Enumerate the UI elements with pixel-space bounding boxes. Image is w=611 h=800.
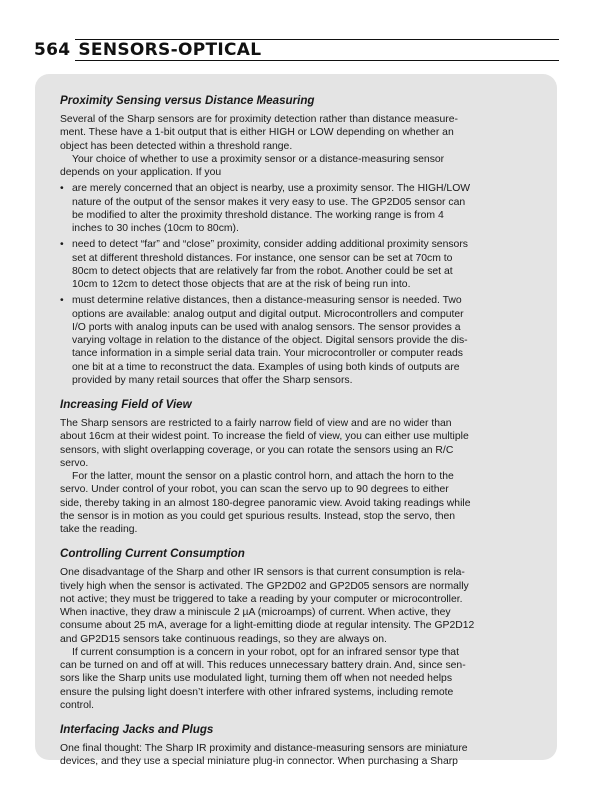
bullet-item xyxy=(60,182,555,235)
paragraph xyxy=(60,566,555,646)
bullet-item xyxy=(60,294,555,387)
section-heading: Proximity Sensing versus Distance Measuring xyxy=(60,94,315,107)
text-line: side, thereby taking in an almost 180-degree panoramic view. Avoid taking readings while xyxy=(60,497,471,509)
text-line: consume about 25 mA, average for a light-emitting diode at regular intensity. The GP2D12 xyxy=(60,620,475,632)
text-line: and GP2D15 sensors take continuous readings, so they are always on. xyxy=(60,633,387,645)
section-heading: Controlling Current Consumption xyxy=(60,547,245,561)
section-heading: Increasing Field of View xyxy=(60,398,192,411)
text-line: devices, and they use a special miniature plug-in connector. When purchasing a Sharp xyxy=(60,756,458,768)
text-line: object has been detected within a threshold range. xyxy=(60,140,293,152)
text-line: take the reading. xyxy=(60,524,138,535)
paragraph xyxy=(60,470,555,536)
text-line: are merely concerned that an object is nearby, use a proximity sensor. The HIGH/LOW xyxy=(72,183,471,195)
text-line: For the latter, mount the sensor on a plastic control horn, and attach the horn to the xyxy=(72,471,454,482)
text-line: inches to 30 inches (10cm to 80cm). xyxy=(72,223,239,234)
text-line: tively high when the sensor is activated. The GP2D02 and GP2D05 sensors are normally xyxy=(60,580,469,592)
text-line: I/O ports with analog inputs can be used with analog sensors. The sensor provides a xyxy=(72,321,461,333)
paragraph xyxy=(60,113,555,153)
text-line: servo. xyxy=(60,457,89,469)
section xyxy=(60,94,555,387)
text-line: 10cm to 12cm to detect those objects that are at the risk of being run into. xyxy=(72,279,411,290)
text-line: be modified to alter the proximity threshold distance. The working range is from 4 xyxy=(72,209,444,221)
page-number: 564 xyxy=(34,40,71,60)
text-line: provided by many retail sources that offer the Sharp sensors. xyxy=(72,374,353,386)
bullet-icon: • xyxy=(60,295,64,307)
text-line: tance information in a simple serial data train. Your microcontroller or computer reads xyxy=(72,348,463,360)
header-rule-bottom xyxy=(75,60,559,61)
text-line: one bit at a time to reconstruct the data. Examples of using both kinds of outputs are xyxy=(72,361,460,373)
chapter-title: SENSORS-OPTICAL xyxy=(78,40,262,60)
text-line: options are available: analog output and digital output. Microcontrollers and computer xyxy=(72,308,464,320)
text-line: If current consumption is a concern in your robot, opt for an infrared sensor type that xyxy=(72,646,459,658)
text-line: Your choice of whether to use a proximity sensor or a distance-measuring sensor xyxy=(72,153,445,165)
section xyxy=(60,723,555,769)
text-line: ensure the pulsing light doesn’t interfere with other infrared systems, including remote xyxy=(60,686,454,698)
text-line: must determine relative distances, then a distance-measuring sensor is needed. Two xyxy=(72,295,462,307)
bullet-icon: • xyxy=(60,239,64,251)
text-line: nature of the output of the sensor makes it very easy to use. The GP2D05 sensor can xyxy=(72,196,466,208)
paragraph xyxy=(60,742,555,769)
text-line: The Sharp sensors are restricted to a fairly narrow field of view and are no wider than xyxy=(60,418,452,429)
text-line: ment. These have a 1-bit output that is either HIGH or LOW depending on whether an xyxy=(60,127,454,139)
paragraph xyxy=(60,417,555,470)
section xyxy=(60,398,555,536)
text-line: One disadvantage of the Sharp and other IR sensors is that current consumption is rela- xyxy=(60,567,465,579)
text-line: varying voltage in relation to the distance of the object. Digital sensors provide the dis- xyxy=(72,335,468,346)
text-line: Several of the Sharp sensors are for proximity detection rather than distance measure- xyxy=(60,114,458,125)
text-line: 80cm to detect objects that are relatively far from the robot. Another could be set at xyxy=(72,265,453,277)
paragraph xyxy=(60,153,555,180)
text-line: depends on your application. If you xyxy=(60,167,222,178)
sidebar-content xyxy=(60,94,555,780)
section-heading: Interfacing Jacks and Plugs xyxy=(60,723,214,736)
text-line: One final thought: The Sharp IR proximity and distance-measuring sensors are miniature xyxy=(60,743,468,754)
page-header xyxy=(34,40,261,60)
bullet-item xyxy=(60,238,555,291)
section xyxy=(60,547,555,712)
text-line: control. xyxy=(60,699,95,711)
text-line: can be turned on and off at will. This reduces unnecessary battery drain. And, since sen- xyxy=(60,660,466,671)
text-line: servo. Under control of your robot, you can scan the servo up to 90 degrees to either xyxy=(60,484,449,496)
text-line: the sensor is in motion as you could get spurious results. Instead, stop the servo, then xyxy=(60,510,456,522)
text-line: not active; they must be triggered to take a reading by your computer or microcontroller. xyxy=(60,593,463,605)
text-line: sors like the Sharp units use modulated light, turning them off when not needed helps xyxy=(60,673,453,685)
text-line: When inactive, they draw a miniscule 2 µA (microamps) of current. When active, they xyxy=(60,607,451,618)
paragraph xyxy=(60,646,555,712)
text-line: about 16cm at their widest point. To increase the field of view, you can either use multiple xyxy=(60,431,469,443)
text-line: sensors, with slight overlapping coverage, or you can rotate the sensors using an R/C xyxy=(60,444,454,456)
bullet-icon: • xyxy=(60,183,64,195)
text-line: set at different threshold distances. For instance, one sensor can be set at 70cm to xyxy=(72,252,453,264)
text-line: need to detect “far” and “close” proximity, consider adding additional proximity sensors xyxy=(72,239,468,251)
